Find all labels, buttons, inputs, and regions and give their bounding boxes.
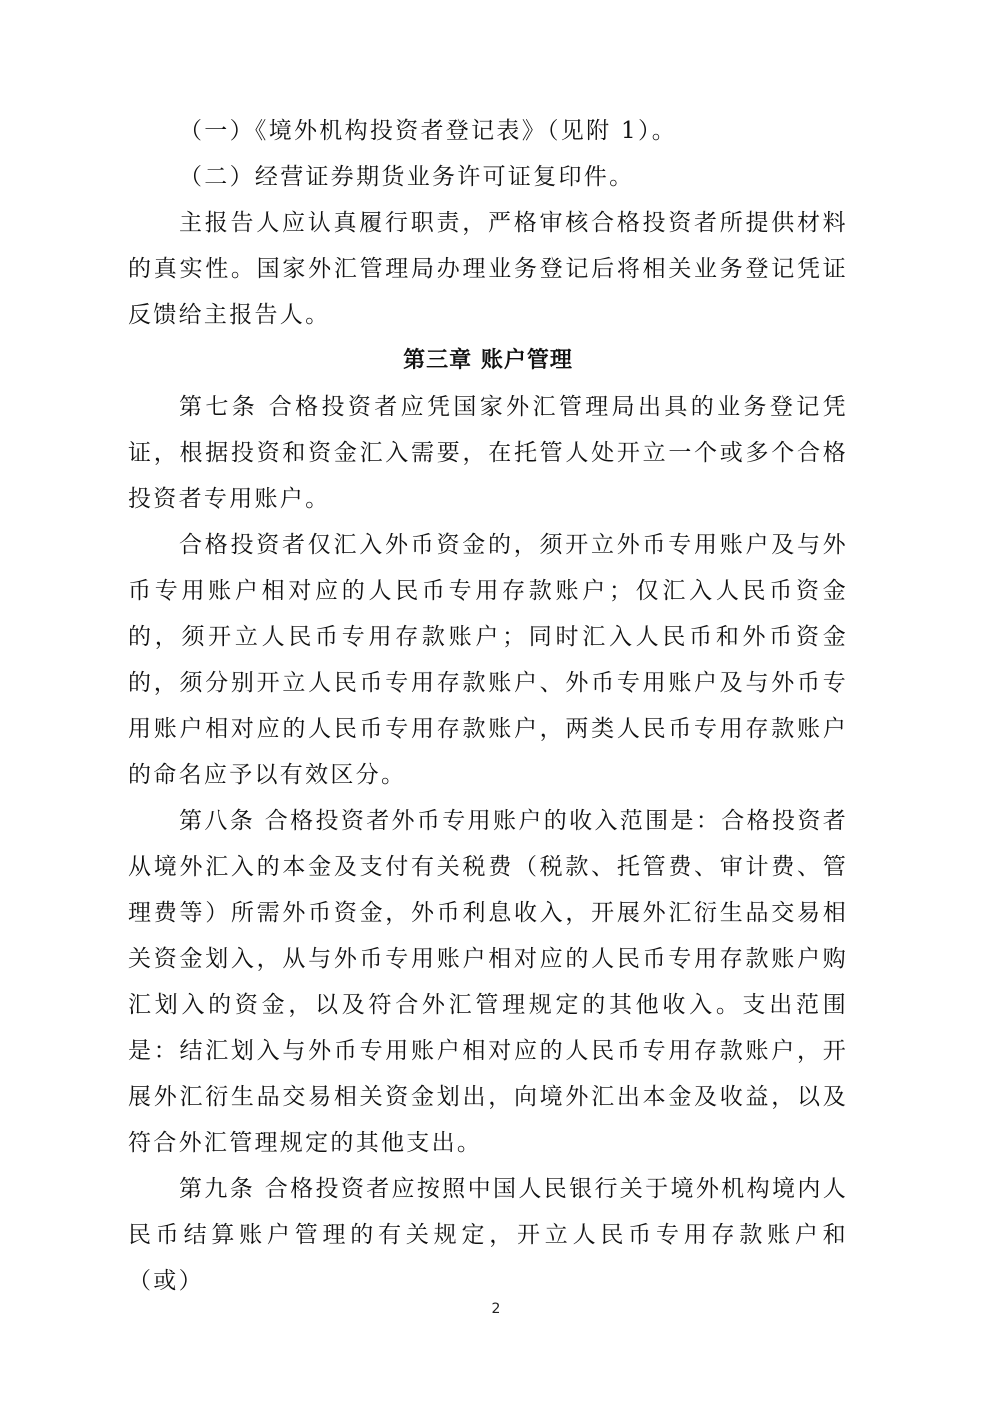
article-8: 第八条 合格投资者外币专用账户的收入范围是：合格投资者从境外汇入的本金及支付有关税费（税款、托管费、审计费、管理费等）所需外币资金，外币利息收入，开展外汇衍生品交易相关资金划入，从与外币专用账户相对应的人民币专用存款账户购汇划入的资金，以及符合外汇管理规定的其他收入。支出范围是：结汇划入与外币专用账户相对应的人民币专用存款账户，开展外汇衍生品交易相关资金划出，向境外汇出本金及收益，以及符合外汇管理规定的其他支出。 <box>128 808 848 1156</box>
paragraph-account-types: 合格投资者仅汇入外币资金的，须开立外币专用账户及与外币专用账户相对应的人民币专用存款账户；仅汇入人民币资金的，须开立人民币专用存款账户；同时汇入人民币和外币资金的，须分别开立人民币专用存款账户、外币专用账户及与外币专用账户相对应的人民币专用存款账户，两类人民币专用存款账户的命名应予以有效区分。 <box>128 532 848 788</box>
list-item-registration-form: （一）《境外机构投资者登记表》（见附 1）。 <box>179 118 678 144</box>
paragraph-main-reporter: 主报告人应认真履行职责，严格审核合格投资者所提供材料的真实性。国家外汇管理局办理业务登记后将相关业务登记凭证反馈给主报告人。 <box>128 210 848 328</box>
article-9: 第九条 合格投资者应按照中国人民银行关于境外机构境内人民币结算账户管理的有关规定，开立人民币专用存款账户和（或） <box>128 1176 848 1294</box>
document-body <box>128 108 848 1304</box>
article-7: 第七条 合格投资者应凭国家外汇管理局出具的业务登记凭证，根据投资和资金汇入需要，在托管人处开立一个或多个合格投资者专用账户。 <box>128 394 848 512</box>
chapter-heading: 第三章 账户管理 <box>403 348 573 373</box>
page-number: 2 <box>491 1301 501 1317</box>
list-item-license-copy: （二）经营证券期货业务许可证复印件。 <box>179 164 635 190</box>
